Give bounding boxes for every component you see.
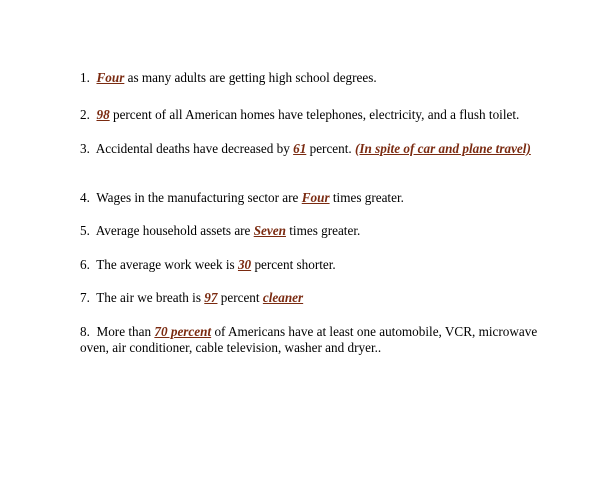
list-item-5 xyxy=(80,223,550,239)
item-text-middle: percent xyxy=(217,290,263,305)
item-number: 6. xyxy=(80,257,90,272)
answer-fill-2: cleaner xyxy=(262,290,304,305)
answer-fill: 70 percent xyxy=(154,324,212,339)
item-text-after: percent shorter. xyxy=(251,257,336,272)
answer-fill: 61 xyxy=(293,141,307,156)
item-number: 2. xyxy=(80,107,90,122)
item-text-after: times greater. xyxy=(285,223,361,238)
answer-fill: Seven xyxy=(253,223,286,238)
answer-fill: 30 xyxy=(237,257,252,272)
answer-fill: Four xyxy=(301,190,330,205)
item-number: 5. xyxy=(80,223,90,238)
item-text: percent of all American homes have telephones, electricity, and a flush toilet. xyxy=(109,107,520,122)
item-text: Average household assets are xyxy=(95,223,254,238)
list-item-2 xyxy=(80,107,550,123)
list-item-4 xyxy=(80,190,550,206)
item-text-middle: percent. xyxy=(306,141,356,156)
answer-fill: Four xyxy=(96,70,125,85)
item-text: Accidental deaths have decreased by xyxy=(95,141,294,156)
item-number: 8. xyxy=(80,324,90,339)
item-number: 4. xyxy=(80,190,90,205)
item-text: The average work week is xyxy=(96,257,238,272)
list-item-1 xyxy=(80,70,550,86)
answer-fill: 97 xyxy=(204,290,218,305)
answer-fill-note: (In spite of car and plane travel) xyxy=(355,141,531,156)
item-text: as many adults are getting high school degrees. xyxy=(124,70,377,85)
item-text: The air we breath is xyxy=(96,290,205,305)
item-text-after: of Americans have at least one automobile, VCR, microwave oven, air conditioner, cable television, washer and dryer.. xyxy=(80,324,538,355)
item-text: More than xyxy=(96,324,155,339)
answer-fill: 98 xyxy=(96,107,110,122)
item-text: Wages in the manufacturing sector are xyxy=(96,190,302,205)
item-text-after: times greater. xyxy=(329,190,404,205)
list-item-7 xyxy=(80,290,550,306)
list-item-6 xyxy=(80,257,550,273)
item-number: 1. xyxy=(80,70,90,85)
item-number: 3. xyxy=(80,141,90,156)
list-item-8 xyxy=(80,324,550,356)
list-item-3 xyxy=(80,141,550,157)
item-number: 7. xyxy=(80,290,90,305)
